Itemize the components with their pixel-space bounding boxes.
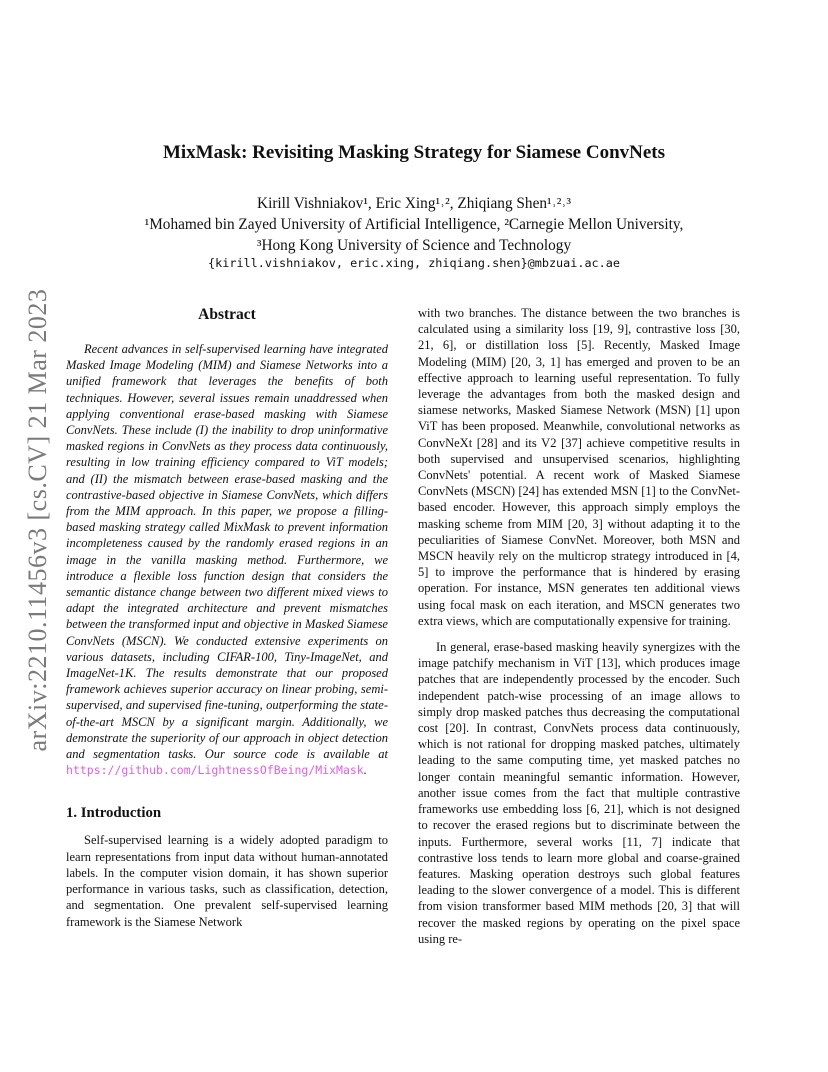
affiliations-line-1: ¹Mohamed bin Zayed University of Artificial Intelligence, ²Carnegie Mellon University, <box>144 216 684 233</box>
right-paragraph-2: In general, erase-based masking heavily synergizes with the image patchify mechanism in ViT [13], which produces image patches that are independently processed by the encoder. Such independent patch-wise processing of an image allows to simply drop masked patches thus decreasing the computational cost [20]. In contrast, ConvNets process data continuously, which is not rational for dropping masked patches, ultimately leading to the same computing time, yet masked patches no longer contain meaningful semantic information. However, another issue comes from the fact that multiple contrastive frameworks use embedding loss [6, 21], which is not designed to recover the erased regions but to discriminate between the inputs. Furthermore, several works [11, 7] indicate that contrastive loss tends to learn more global and coarse-grained features. Masking operation destroys such global features leading to the slower convergence of a model. This is different from vision transformer based MIM methods [20, 3] that will recover the masked regions by operating on the pixel space using re- <box>418 640 740 946</box>
source-code-link[interactable]: https://github.com/LightnessOfBeing/MixMask <box>66 763 364 778</box>
abstract-end: . <box>363 763 367 778</box>
affiliations-line-2: ³Hong Kong University of Science and Technology <box>256 237 572 254</box>
introduction-paragraph-1: Self-supervised learning is a widely adopted paradigm to learn representations from input data without human-annotated labels. In the computer vision domain, it has shown superior performance in various tasks, such as classification, detection, and segmentation. One prevalent self-supervised learning framework is the Siamese Network <box>66 833 388 929</box>
arxiv-identifier: arXiv:2210.11456v3 [cs.CV] 21 Mar 2023 <box>23 288 52 752</box>
abstract-heading: Abstract <box>198 306 256 323</box>
right-paragraph-1: with two branches. The distance between the two branches is calculated using a similarity loss [19, 9], contrastive loss [30, 21, 6], or distillation loss [5]. Recently, Masked Image Modeling (MIM) [20, 3, 1] has emerged and proven to be an effective approach to learning useful representation. To fully leverage the advantages from both the masked design and siamese networks, Masked Siamese Network (MSN) [1] upon ViT has been proposed. Meanwhile, convolutional networks as ConvNeXt [28] and its V2 [37] achieve competitive results in both supervised and unsupervised scenarios, highlighting ConvNets' potential. A recent work of Masked Siamese ConvNets (MSCN) [24] has extended MSN [1] to the ConvNet-based encoder. However, this approach simply employs the masking scheme from MIM [20, 3] without adapting it to the peculiarities of Siamese ConvNet. Moreover, both MSN and MSCN heavily rely on the multicrop strategy introduced in [4, 5] to improve the performance that is hindered by erasing operation. For instance, MSN generates ten additional views using focal mask on each iteration, and MSCN generates two extra views, which are computationally expensive for training. <box>418 306 740 628</box>
authors-line: Kirill Vishniakov¹, Eric Xing¹˒², Zhiqiang Shen¹˒²˒³ <box>257 195 571 212</box>
introduction-heading: 1. Introduction <box>66 805 162 822</box>
right-column <box>418 305 740 947</box>
author-emails: {kirill.vishniakov, eric.xing, zhiqiang.shen}@mbzuai.ac.ae <box>208 256 620 270</box>
paper-title: MixMask: Revisiting Masking Strategy for Siamese ConvNets <box>162 142 666 163</box>
arxiv-sidebar <box>8 280 68 760</box>
author-block <box>0 193 828 256</box>
abstract-body <box>66 341 388 778</box>
left-column <box>66 305 388 930</box>
abstract-text: Recent advances in self-supervised learning have integrated Masked Image Modeling (MIM) and Siamese Networks into a unified framework that leverages the benefits of both techniques. However, several issues remain unaddressed when applying conventional erase-based masking with Siamese ConvNets. These include (I) the inability to drop uninformative masked regions in ConvNets as they process data continuously, resulting in low training efficiency compared to ViT models; and (II) the mismatch between erase-based masking and the contrastive-based objective in Siamese ConvNets, which differs from the MIM approach. In this paper, we propose a filling-based masking strategy called MixMask to prevent information incompleteness caused by the randomly erased regions in an image in the vanilla masking method. Furthermore, we introduce a flexible loss function design that considers the semantic distance change between two different mixed views to adapt the integrated architecture and prevent mismatches between the transformed input and objective in Masked Siamese ConvNets (MSCN). We conducted extensive experiments on various datasets, including CIFAR-100, Tiny-ImageNet, and ImageNet-1K. The results demonstrate that our proposed framework achieves superior accuracy on linear probing, semi-supervised, and supervised fine-tuning, outperforming the state-of-the-art MSCN by a significant margin. Additionally, we demonstrate the superiority of our approach in object detection and segmentation tasks. Our source code is available at <box>66 342 388 762</box>
